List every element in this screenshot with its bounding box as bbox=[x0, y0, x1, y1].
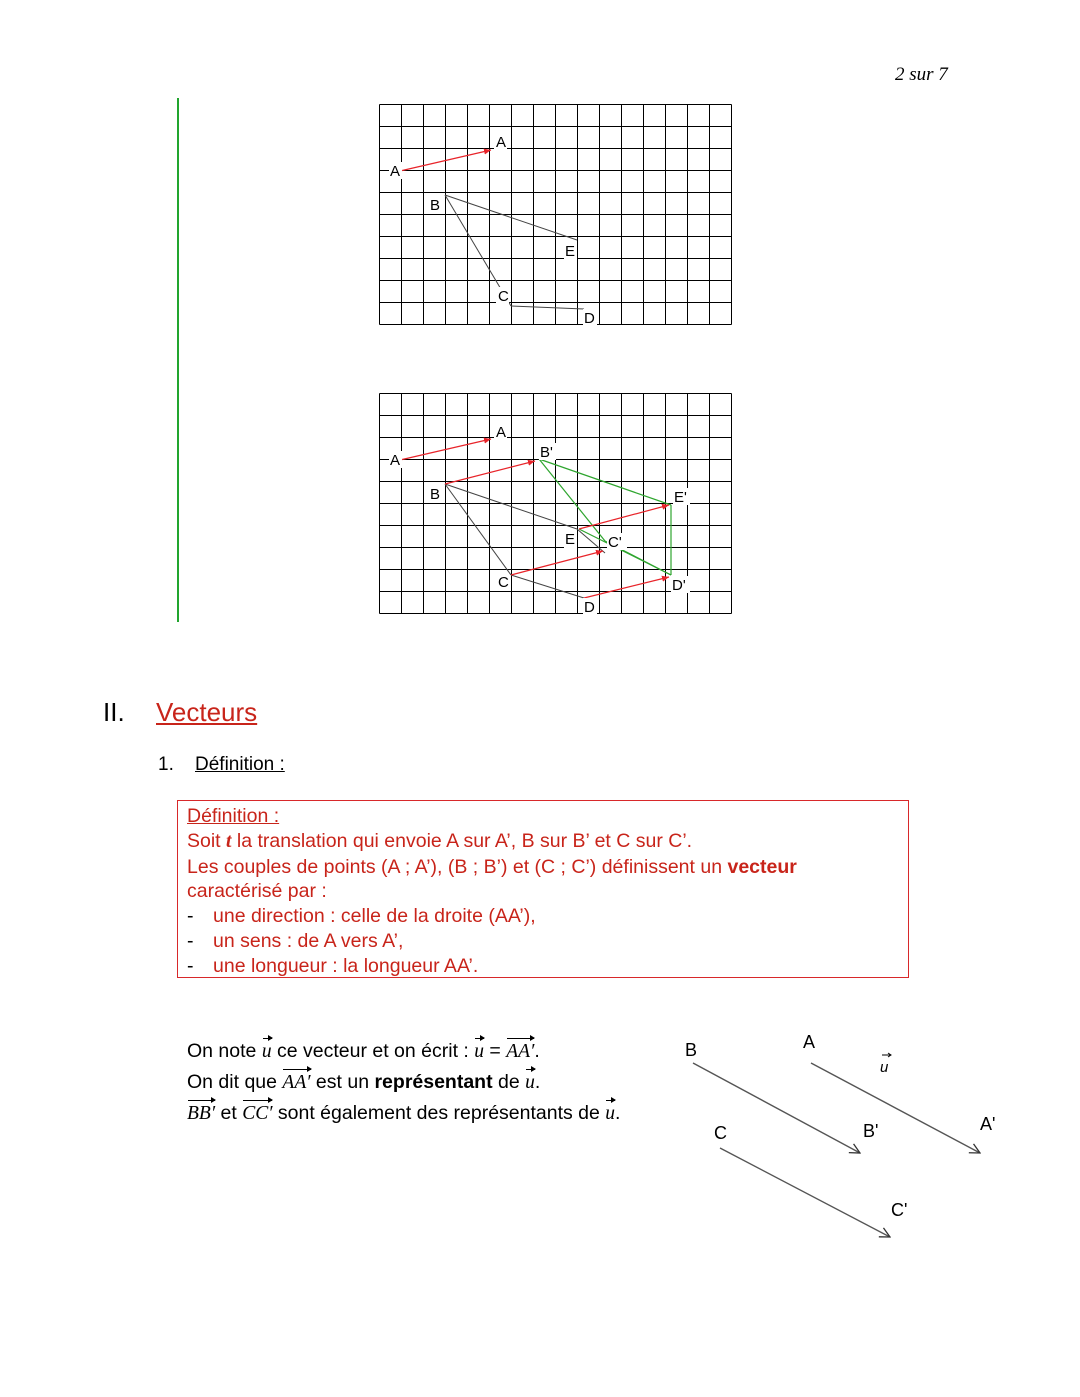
figure-2-grid bbox=[379, 393, 739, 619]
label-c: C bbox=[498, 288, 509, 305]
label-a-prime: A bbox=[496, 424, 507, 441]
label-c-prime: C' bbox=[891, 1200, 908, 1220]
figure-1-gridlines bbox=[380, 105, 732, 325]
segment-cd bbox=[511, 306, 584, 309]
label-a: A bbox=[390, 163, 401, 180]
subsection-title: Définition : bbox=[195, 754, 285, 775]
label-d: D bbox=[584, 599, 595, 616]
figure-2-original-polygon bbox=[445, 484, 605, 598]
label-c: C bbox=[498, 574, 509, 591]
label-e: E bbox=[565, 243, 576, 260]
definition-line-3: caractérisé par : bbox=[187, 880, 327, 903]
subsection-number: 1. bbox=[158, 754, 174, 775]
figure-2-translated-polygon bbox=[539, 459, 671, 575]
notation-text bbox=[187, 1036, 620, 1129]
page-number: 2 sur 7 bbox=[895, 64, 948, 85]
label-e-prime: E' bbox=[674, 489, 687, 506]
figure-2-translation-vectors bbox=[400, 439, 669, 598]
definition-text bbox=[187, 804, 797, 979]
definition-line-1: Soit t la translation qui envoie A sur A’, B sur B’ et C sur C’. bbox=[187, 829, 693, 852]
label-e: E bbox=[565, 531, 576, 548]
label-b: B bbox=[685, 1040, 698, 1060]
vector-cc-prime bbox=[720, 1148, 890, 1237]
notation-line-2: On dit que AA′ est un représentant de u. bbox=[187, 1067, 620, 1098]
notation-line-1: On note u ce vecteur et on écrit : u = AA′. bbox=[187, 1036, 620, 1067]
vector-u-label bbox=[880, 1053, 891, 1076]
definition-heading: Définition : bbox=[187, 805, 280, 827]
label-d: D bbox=[584, 310, 595, 327]
definition-item: - une longueur : la longueur AA’. bbox=[187, 954, 797, 979]
figure-3-vectors bbox=[670, 1020, 1010, 1250]
section-number: II. bbox=[103, 697, 125, 727]
label-c: C bbox=[714, 1123, 727, 1143]
figure-1-polygon bbox=[445, 195, 584, 309]
label-d-prime: D' bbox=[672, 577, 686, 594]
margin-green-rule bbox=[177, 98, 179, 622]
definition-item: - un sens : de A vers A’, bbox=[187, 929, 797, 954]
definition-line-2: Les couples de points (A ; A’), (B ; B’) et (C ; C’) définissent un vecteur bbox=[187, 855, 797, 878]
label-b-prime: B' bbox=[540, 444, 553, 461]
label-b: B bbox=[430, 197, 441, 214]
notation-line-3: BB′ et CC′ sont également des représentants de u. bbox=[187, 1098, 620, 1129]
label-b-prime: B' bbox=[863, 1121, 879, 1141]
figure-1-grid bbox=[379, 104, 739, 330]
label-c-prime: C' bbox=[608, 534, 622, 551]
label-b: B bbox=[430, 486, 441, 503]
section-title: Vecteurs bbox=[156, 697, 258, 727]
figure-1-labels bbox=[389, 133, 597, 327]
label-a-prime: A' bbox=[980, 1114, 996, 1134]
label-u: u bbox=[880, 1059, 889, 1076]
label-a: A bbox=[390, 452, 401, 469]
label-a: A bbox=[803, 1032, 816, 1052]
definition-item: - une direction : celle de la droite (AA’), bbox=[187, 904, 797, 929]
label-a-prime: A bbox=[496, 134, 507, 151]
